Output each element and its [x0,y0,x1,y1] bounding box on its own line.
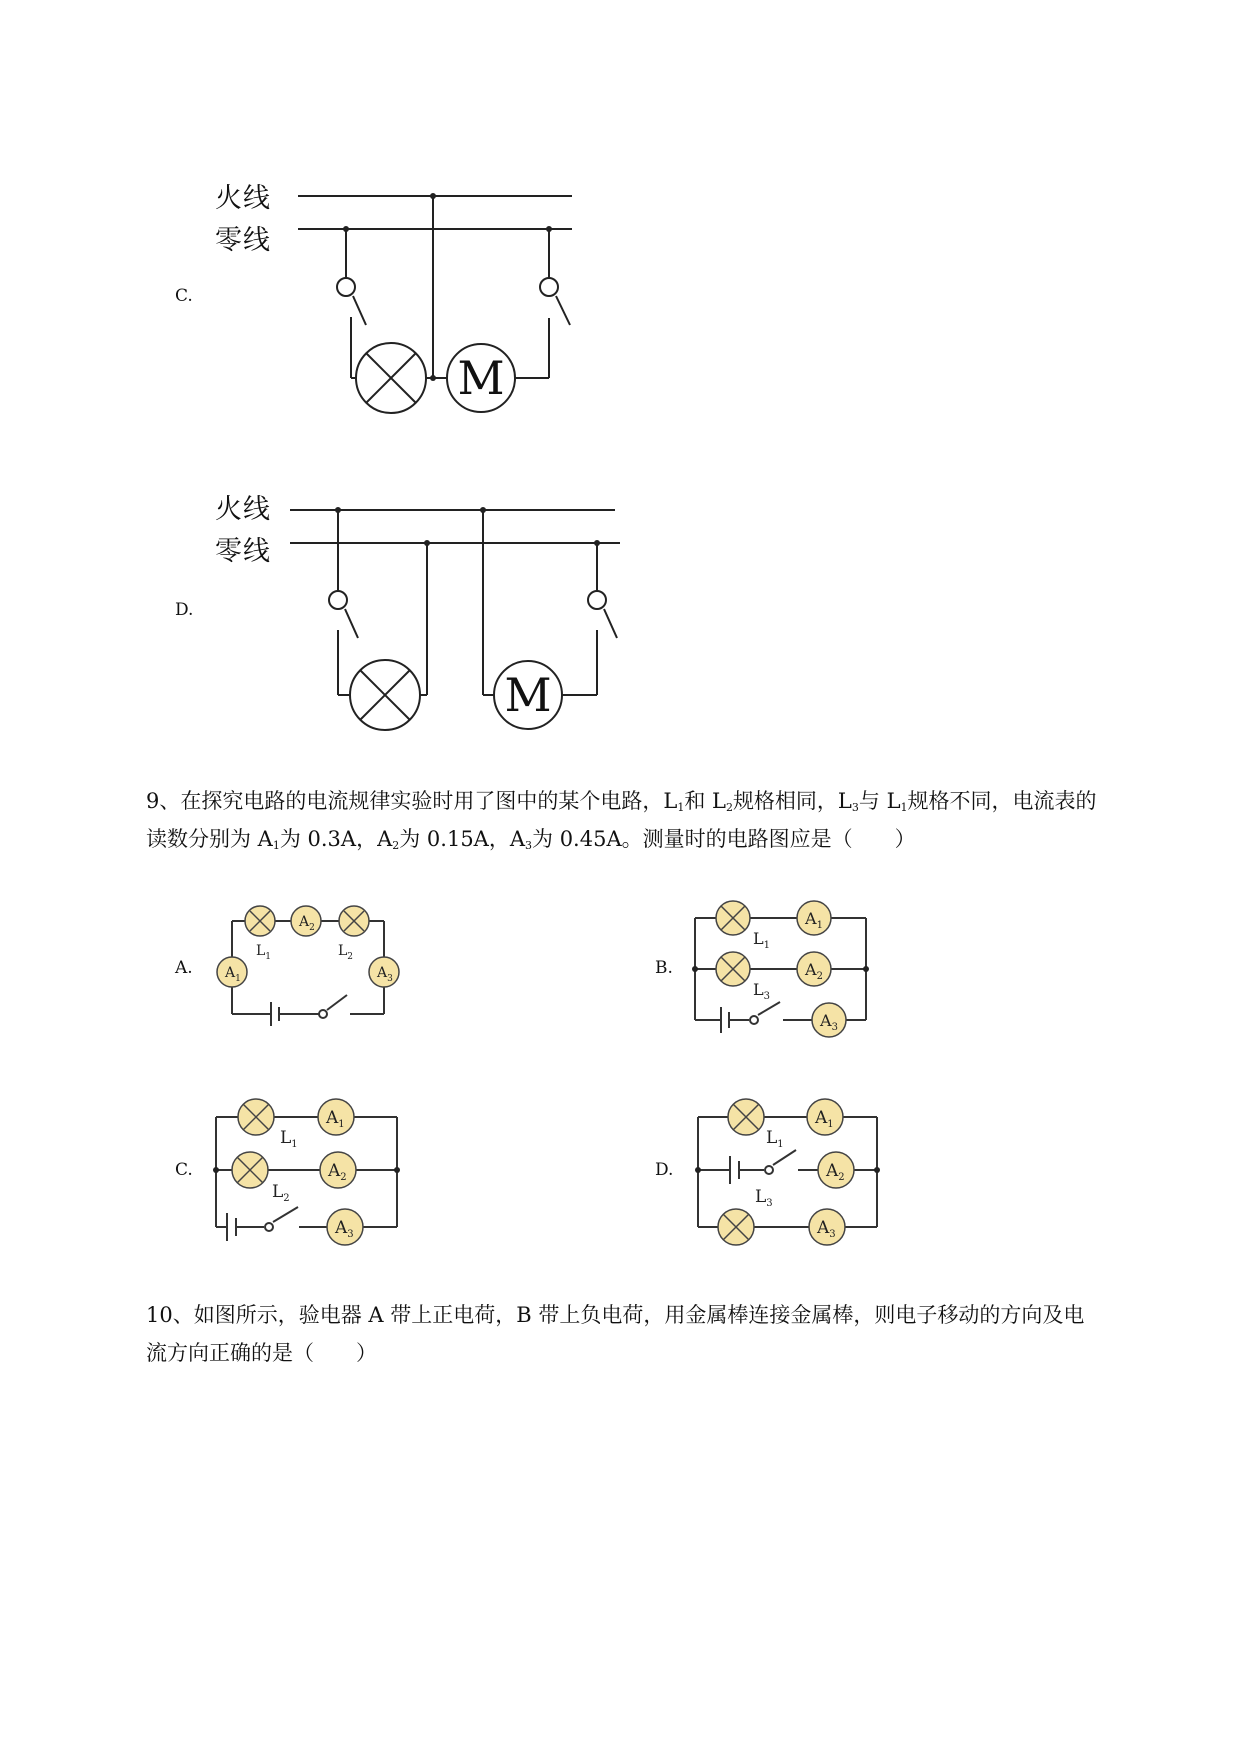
option-c-label: C. [175,286,193,306]
q9-option-b-label: B. [655,958,673,978]
live-wire-label: 火线 [215,183,271,214]
motor-symbol-d: M [504,668,552,722]
svg-text:A2: $A_2$ [328,1161,347,1183]
svg-text:A3: $A_3$ [817,1218,836,1240]
q9-option-d-label: D. [655,1160,674,1180]
option-d-label: D. [175,600,194,620]
svg-text:L2: $L_2$ [272,1182,290,1204]
svg-text:L1: $L_1$ [753,929,770,951]
svg-text:A2: $A_2$ [805,960,823,982]
svg-text:L1: $L_1$ [766,1128,784,1150]
q9-option-c-label: C. [175,1160,193,1180]
svg-text:A3: $A_3$ [377,965,393,984]
svg-text:A3: $A_3$ [820,1011,838,1033]
question-10-line-2: 流方向正确的是（ ） [146,1341,377,1365]
svg-text:L1: $L_1$ [256,943,272,962]
question-9-line-1: 9、在探究电路的电流规律实验时用了图中的某个电路，$L_1$和 $L_2$规格相同，$L_3$与 $L_1$规格不同，电流表的 [146,789,1097,814]
q9-option-a-label: A. [175,958,193,978]
live-wire-label-d: 火线 [215,494,271,525]
svg-text:A1: $A_1$ [805,909,823,931]
svg-text:L2: $L_2$ [338,943,354,962]
svg-text:A3: $A_3$ [335,1218,354,1240]
motor-symbol-c: M [457,351,505,405]
question-10-line-1: 10、如图所示，验电器 A 带上正电荷，B 带上负电荷，用金属棒连接金属棒，则电子移动的方向及电 [146,1303,1085,1327]
svg-text:A1: $A_1$ [326,1108,345,1130]
neutral-wire-label: 零线 [215,225,271,256]
svg-text:A1: $A_1$ [225,965,241,984]
svg-text:A2: $A_2$ [826,1161,845,1183]
svg-text:L3: $L_3$ [753,980,770,1002]
svg-text:L3: $L_3$ [755,1187,773,1209]
svg-text:A1: $A_1$ [815,1108,834,1130]
neutral-wire-label-d: 零线 [215,536,271,567]
svg-text:A2: $A_2$ [299,914,315,933]
question-9-line-2: 读数分别为 $A_1$为 0.3A，$A_2$为 0.15A，$A_3$为 0.45A。测量时的电路图应是（ ） [146,827,916,852]
svg-text:L1: $L_1$ [280,1128,298,1150]
